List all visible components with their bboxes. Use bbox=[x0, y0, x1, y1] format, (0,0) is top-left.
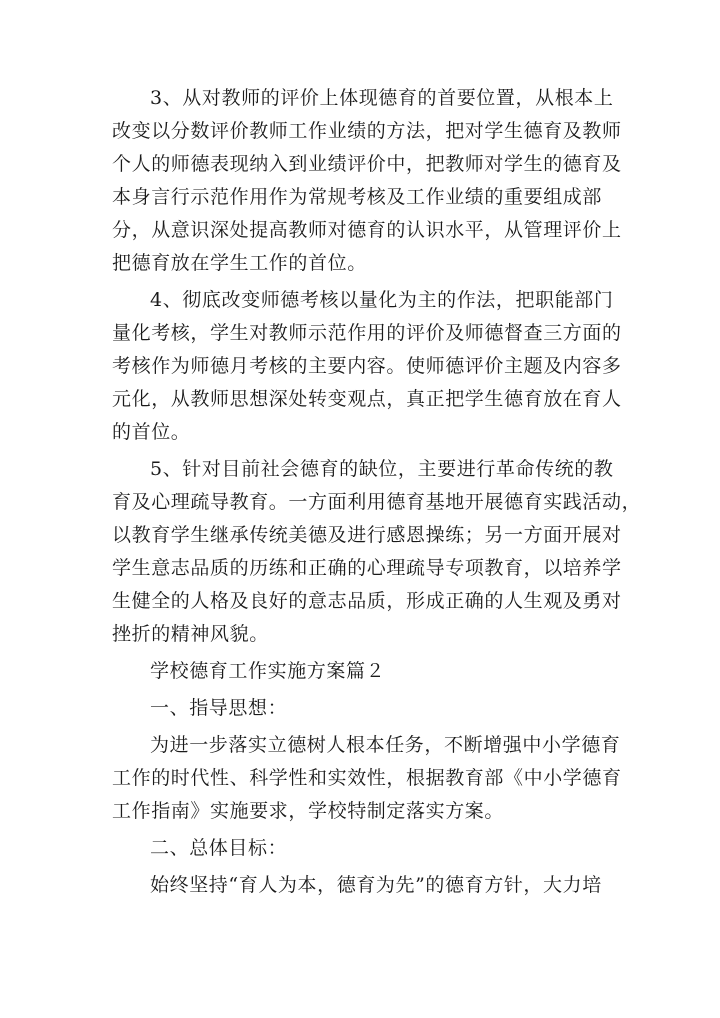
paragraph bbox=[112, 729, 622, 828]
paragraph bbox=[112, 453, 642, 651]
text-line: 为进一步落实立德树人根本任务，不断增强中小学德育 bbox=[150, 734, 621, 756]
text-line: 把德育放在学生工作的首位。 bbox=[112, 252, 367, 274]
text-line: 改变以分数评价教师工作业绩的方法，把对学生德育及教师 bbox=[112, 120, 622, 142]
text-line: 工作指南》实施要求，学校特制定落实方案。 bbox=[112, 800, 505, 822]
document-body bbox=[112, 82, 642, 902]
text-line: 的首位。 bbox=[112, 421, 191, 443]
text-line: 分，从意识深处提高教师对德育的认识水平，从管理评价上 bbox=[112, 219, 622, 241]
text-line: 本身言行示范作用作为常规考核及工作业绩的重要组成部 bbox=[112, 186, 603, 208]
text-line: 二、总体目标： bbox=[150, 837, 288, 859]
text-line: 学生意志品质的历练和正确的心理疏导专项教育，以培养学 bbox=[112, 557, 622, 579]
paragraph bbox=[112, 692, 612, 725]
text-line: 挫折的精神风貌。 bbox=[112, 623, 269, 645]
paragraph bbox=[112, 832, 612, 865]
text-line: 考核作为师德月考核的主要内容。使师德评价主题及内容多 bbox=[112, 355, 622, 377]
text-line: 始终坚持“育人为本，德育为先”的德育方针，大力培 bbox=[150, 874, 602, 896]
paragraph bbox=[112, 655, 612, 688]
text-line: 育及心理疏导教育。一方面利用德育基地开展德育实践活动， bbox=[112, 491, 642, 513]
text-line: 一、指导思想： bbox=[150, 697, 288, 719]
paragraph bbox=[112, 82, 622, 280]
text-line: 元化，从教师思想深处转变观点，真正把学生德育放在育人 bbox=[112, 388, 622, 410]
paragraph bbox=[112, 869, 612, 902]
text-line: 学校德育工作实施方案篇２ bbox=[150, 660, 386, 682]
text-line: 量化考核，学生对教师示范作用的评价及师德督查三方面的 bbox=[112, 322, 622, 344]
text-line: 工作的时代性、科学性和实效性，根据教育部《中小学德育 bbox=[112, 767, 622, 789]
text-line: 个人的师德表现纳入到业绩评价中，把教师对学生的德育及 bbox=[112, 153, 622, 175]
text-line: 4、彻底改变师德考核以量化为主的作法，把职能部门 bbox=[150, 289, 614, 311]
text-line: 3、从对教师的评价上体现德育的首要位置，从根本上 bbox=[150, 87, 614, 109]
paragraph bbox=[112, 284, 622, 449]
text-line: 5、针对目前社会德育的缺位，主要进行革命传统的教 bbox=[150, 458, 614, 480]
text-line: 生健全的人格及良好的意志品质，形成正确的人生观及勇对 bbox=[112, 590, 622, 612]
text-line: 以教育学生继承传统美德及进行感恩操练；另一方面开展对 bbox=[112, 524, 622, 546]
